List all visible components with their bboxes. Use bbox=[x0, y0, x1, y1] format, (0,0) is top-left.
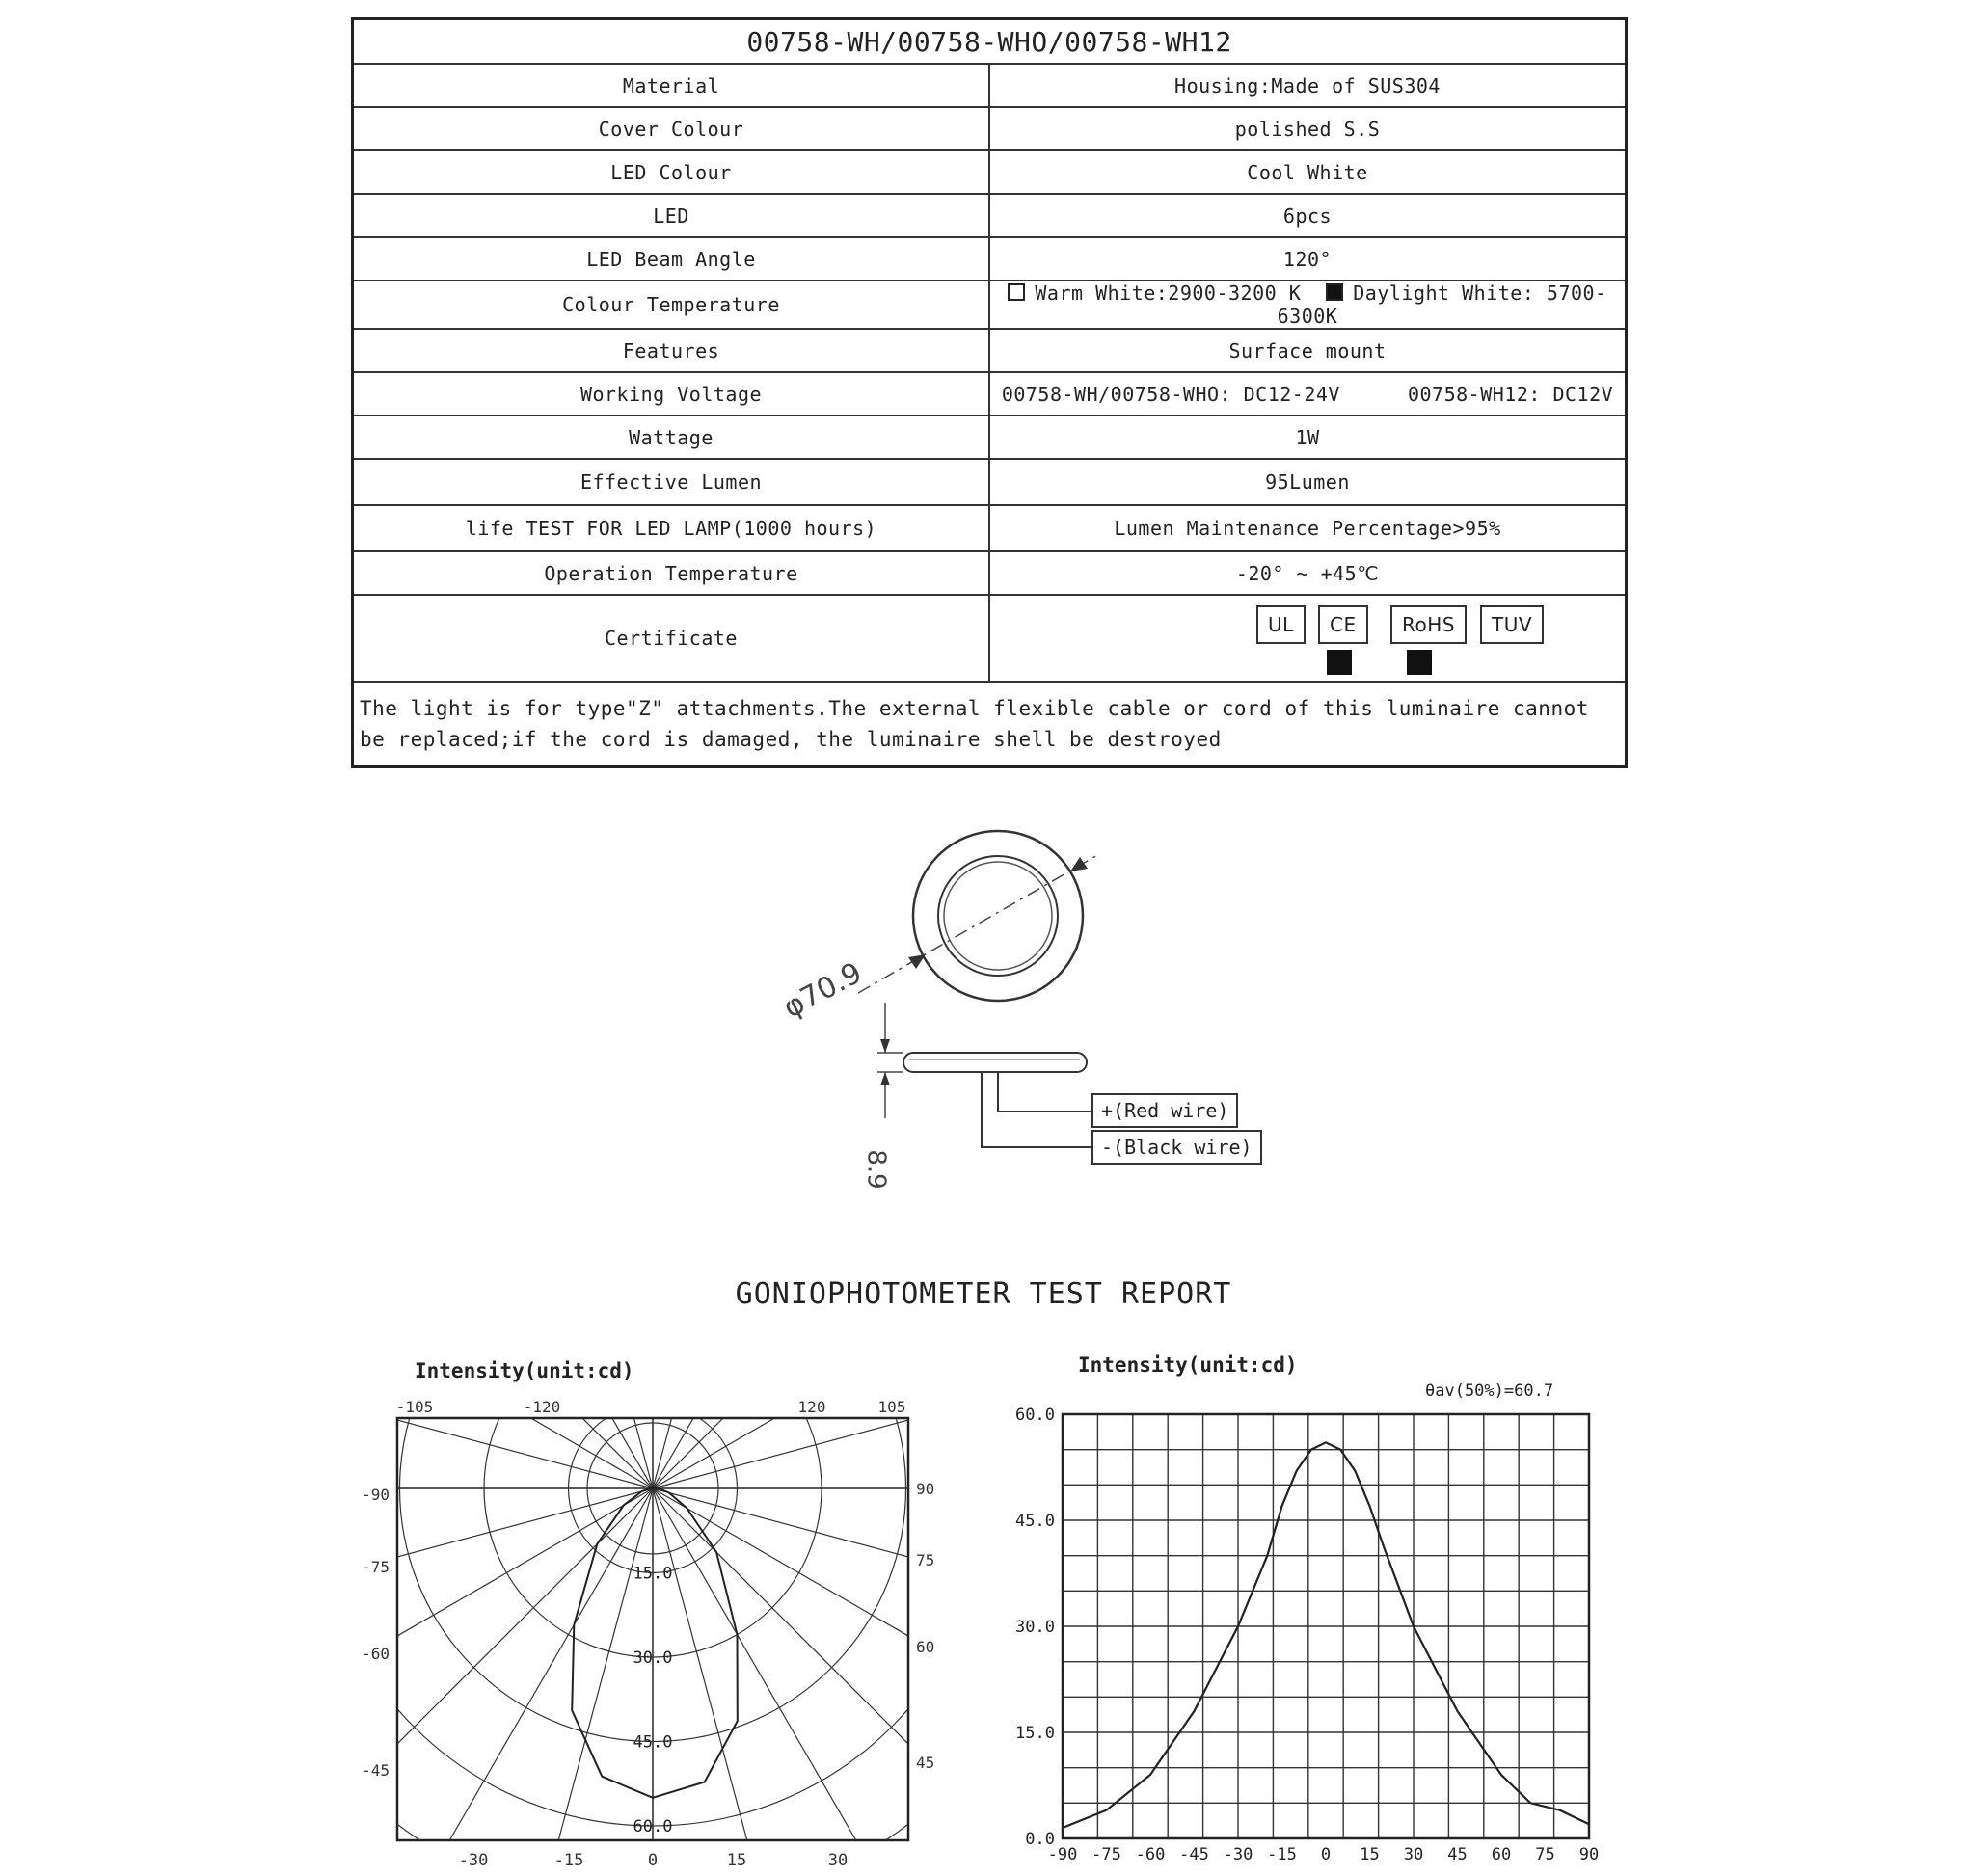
spec-value-led-colour: Cool White bbox=[989, 150, 1627, 194]
spec-label-led: LED bbox=[353, 194, 990, 237]
spec-value-wattage: 1W bbox=[989, 415, 1627, 459]
spec-label-certificate: Certificate bbox=[353, 595, 990, 682]
line-chart-x-tick: 75 bbox=[1535, 1845, 1555, 1864]
cert-ce-mark bbox=[1327, 650, 1352, 675]
working-voltage-a: 00758-WH/00758-WHO: DC12-24V bbox=[1001, 382, 1340, 406]
line-chart-x-tick: 45 bbox=[1447, 1845, 1468, 1864]
spec-label-beam-angle: LED Beam Angle bbox=[353, 237, 990, 281]
polar-angle-label-left: -90 bbox=[362, 1486, 390, 1504]
warm-white-checkbox bbox=[1008, 283, 1025, 301]
line-chart-x-tick: -90 bbox=[1047, 1845, 1078, 1864]
warm-white-label: Warm White:2900-3200 K bbox=[1035, 281, 1302, 305]
polar-chart-title: Intensity(unit:cd) bbox=[415, 1359, 634, 1382]
daylight-white-checkbox bbox=[1326, 283, 1343, 301]
polar-angle-label-top: 105 bbox=[877, 1398, 906, 1416]
polar-angle-label-left: -60 bbox=[362, 1645, 390, 1663]
spec-label-operation-temperature: Operation Temperature bbox=[353, 551, 990, 595]
cert-rohs-mark bbox=[1407, 650, 1432, 675]
lens-outer bbox=[938, 856, 1058, 976]
polar-angle-label-top: -105 bbox=[395, 1398, 434, 1416]
spec-value-material: Housing:Made of SUS304 bbox=[989, 64, 1627, 107]
height-arrow-top bbox=[880, 1039, 890, 1053]
spec-label-wattage: Wattage bbox=[353, 415, 990, 459]
cert-ul: UL bbox=[1256, 605, 1306, 644]
polar-angle-label-right: 75 bbox=[916, 1551, 935, 1569]
spec-title: 00758-WH/00758-WHO/00758-WH12 bbox=[353, 19, 1627, 65]
side-profile bbox=[903, 1053, 1087, 1072]
spec-value-operation-temperature: -20° ~ +45℃ bbox=[989, 551, 1627, 595]
spec-value-colour-temperature bbox=[989, 281, 1627, 329]
line-chart-x-tick: -45 bbox=[1179, 1845, 1209, 1864]
line-chart-x-tick: 90 bbox=[1578, 1845, 1600, 1864]
polar-spoke bbox=[0, 1488, 653, 1876]
spec-value-beam-angle: 120° bbox=[989, 237, 1627, 281]
spec-value-cover-colour: polished S.S bbox=[989, 107, 1627, 150]
polar-radial-tick: 30.0 bbox=[633, 1648, 673, 1668]
diameter-label: φ70.9 bbox=[777, 955, 868, 1026]
polar-radial-tick: 60.0 bbox=[633, 1817, 673, 1836]
height-label: 8.9 bbox=[861, 1149, 891, 1190]
line-chart-y-tick: 0.0 bbox=[1025, 1830, 1055, 1849]
polar-angle-label-right: 45 bbox=[916, 1754, 935, 1772]
spec-label-cover-colour: Cover Colour bbox=[353, 107, 990, 150]
line-chart-y-tick: 30.0 bbox=[1015, 1618, 1055, 1637]
spec-label-colour-temperature: Colour Temperature bbox=[353, 281, 990, 329]
cert-ce: CE bbox=[1318, 605, 1368, 644]
polar-chart bbox=[347, 1388, 935, 1870]
polar-angle-label-top: -120 bbox=[523, 1398, 561, 1416]
spec-value-features: Surface mount bbox=[989, 329, 1627, 372]
polar-angle-label-right: 60 bbox=[916, 1638, 935, 1656]
polar-angle-label-top: 120 bbox=[797, 1398, 826, 1416]
polar-angle-label-bottom: 15 bbox=[726, 1851, 747, 1870]
polar-angle-label-bottom: 0 bbox=[647, 1851, 659, 1870]
diameter-arrow-right bbox=[1070, 857, 1088, 871]
spec-value-effective-lumen: 95Lumen bbox=[989, 459, 1627, 505]
line-chart-x-tick: 60 bbox=[1491, 1845, 1512, 1864]
spec-value-working-voltage bbox=[989, 372, 1627, 415]
line-chart-title: Intensity(unit:cd) bbox=[1078, 1353, 1298, 1377]
line-chart-x-tick: -75 bbox=[1091, 1845, 1121, 1864]
line-chart-y-tick: 60.0 bbox=[1015, 1406, 1055, 1425]
polar-spoke bbox=[0, 1055, 653, 1488]
spec-note: The light is for type"Z" attachments.The external flexible cable or cord of this luminaire cannot be replaced;if the cord is damaged, the luminaire shell be destroyed bbox=[353, 682, 1627, 767]
spec-value-certificate bbox=[989, 595, 1627, 682]
polar-angle-label-bottom: 30 bbox=[827, 1851, 849, 1870]
polar-spoke bbox=[0, 1488, 653, 1713]
line-chart-curve bbox=[1063, 1442, 1589, 1828]
polar-spoke bbox=[40, 875, 653, 1488]
line-chart-x-tick: -30 bbox=[1223, 1845, 1253, 1864]
polar-radial-tick: 15.0 bbox=[633, 1564, 673, 1584]
line-chart-x-tick: 0 bbox=[1320, 1845, 1332, 1864]
line-chart-x-tick: 15 bbox=[1360, 1845, 1380, 1864]
polar-angle-label-left: -45 bbox=[362, 1761, 390, 1780]
certificate-list bbox=[996, 600, 1619, 677]
dimension-diagram bbox=[752, 819, 1292, 1205]
working-voltage-b: 00758-WH12: DC12V bbox=[1407, 382, 1614, 406]
cert-tuv: TUV bbox=[1480, 605, 1544, 644]
spec-label-working-voltage: Working Voltage bbox=[353, 372, 990, 415]
spec-label-life-test: life TEST FOR LED LAMP(1000 hours) bbox=[353, 505, 990, 551]
beam-angle-annotation: θav(50%)=60.7 bbox=[1425, 1381, 1554, 1401]
line-chart-x-tick: -60 bbox=[1135, 1845, 1166, 1864]
spec-label-effective-lumen: Effective Lumen bbox=[353, 459, 990, 505]
polar-angle-label-bottom: -15 bbox=[553, 1851, 584, 1870]
line-chart-y-tick: 15.0 bbox=[1015, 1724, 1055, 1743]
report-title: GONIOPHOTOMETER TEST REPORT bbox=[735, 1277, 1232, 1311]
black-wire-label: -(Black wire) bbox=[1091, 1130, 1262, 1165]
spec-value-life-test: Lumen Maintenance Percentage>95% bbox=[989, 505, 1627, 551]
line-chart-y-tick: 45.0 bbox=[1015, 1512, 1055, 1531]
height-arrow-bottom bbox=[880, 1072, 890, 1085]
spec-value-led: 6pcs bbox=[989, 194, 1627, 237]
cert-rohs: RoHS bbox=[1390, 605, 1467, 644]
polar-angle-label-right: 90 bbox=[916, 1480, 935, 1498]
diameter-arrow-left bbox=[908, 954, 926, 969]
polar-angle-label-bottom: -30 bbox=[458, 1851, 489, 1870]
spec-label-features: Features bbox=[353, 329, 990, 372]
polar-spoke bbox=[40, 1488, 653, 1876]
polar-angle-label-left: -75 bbox=[362, 1558, 390, 1576]
lens-inner bbox=[944, 862, 1052, 970]
line-chart-x-tick: -15 bbox=[1267, 1845, 1297, 1864]
spec-label-material: Material bbox=[353, 64, 990, 107]
red-wire bbox=[998, 1072, 1091, 1112]
polar-radial-tick: 45.0 bbox=[633, 1732, 673, 1753]
spec-table bbox=[351, 17, 1628, 768]
spec-label-led-colour: LED Colour bbox=[353, 150, 990, 194]
daylight-white-label: Daylight White: 5700-6300K bbox=[1277, 281, 1607, 328]
line-chart-x-tick: 30 bbox=[1403, 1845, 1424, 1864]
red-wire-label: +(Red wire) bbox=[1091, 1093, 1238, 1128]
line-chart bbox=[993, 1403, 1600, 1876]
